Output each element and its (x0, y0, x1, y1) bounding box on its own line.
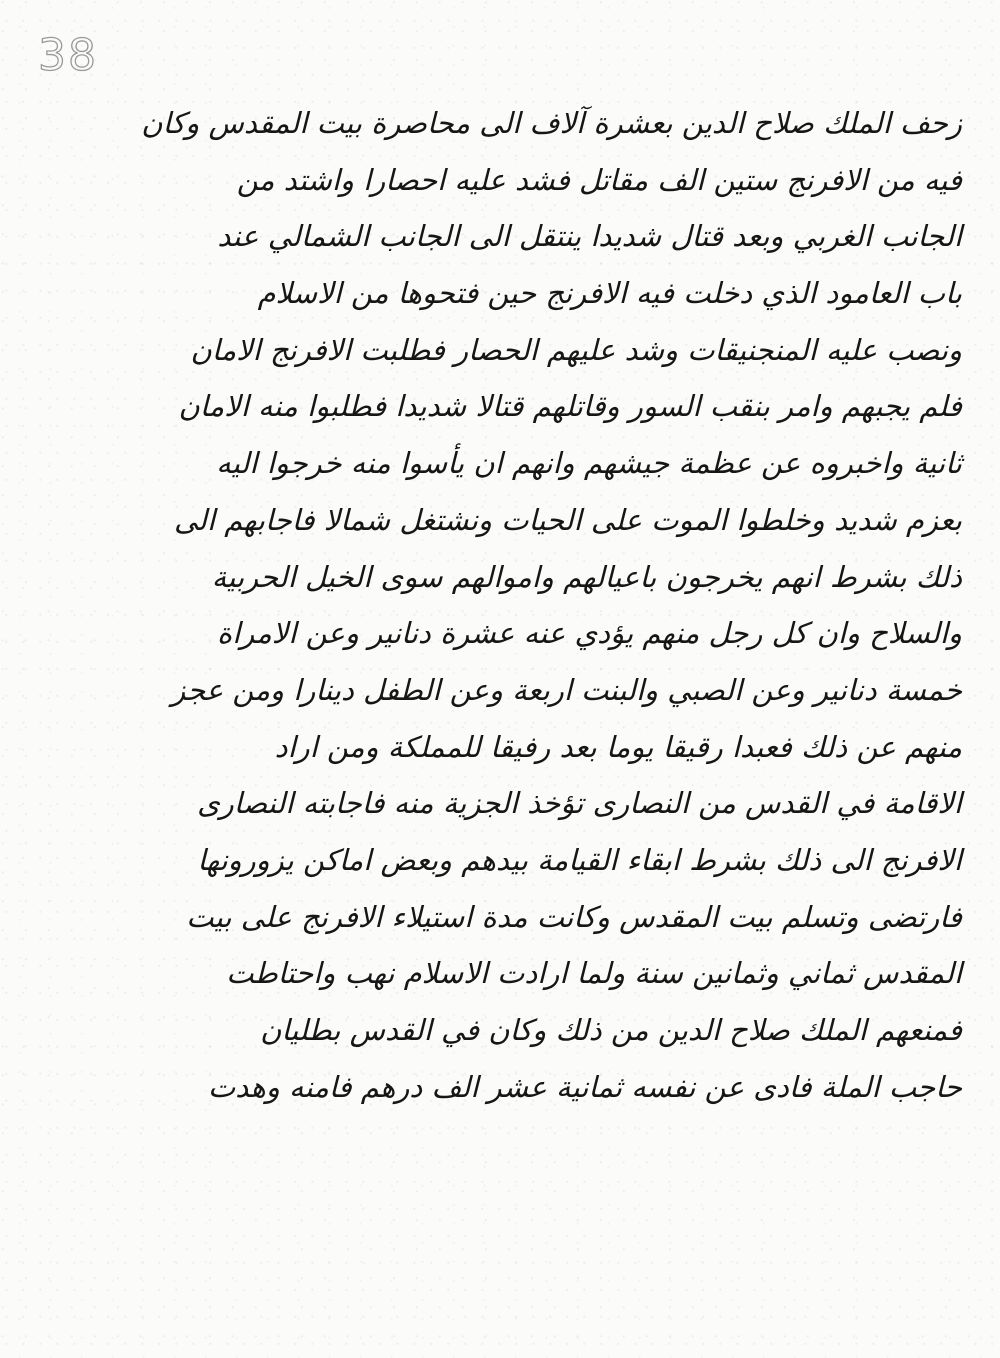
text-line: المقدس ثماني وثمانين سنة ولما ارادت الاسلام نهب واحتاطت (226, 956, 962, 991)
text-line: فارتضى وتسلم بيت المقدس وكانت مدة استيلاء الافرنج على بيت (186, 899, 962, 934)
text-line: حاجب الملة فادى عن نفسه ثمانية عشر الف درهم فامنه وهدت (208, 1069, 962, 1104)
text-line: خمسة دنانير وعن الصبي والبنت اربعة وعن الطفل دينارا ومن عجز (171, 672, 962, 707)
text-line: ثانية واخبروه عن عظمة جيشهم وانهم ان يأسوا منه خرجوا اليه (216, 446, 962, 481)
manuscript-text (141, 95, 962, 1195)
text-line: زحف الملك صلاح الدين بعشرة آلاف الى محاصرة بيت المقدس وكان (141, 106, 962, 140)
text-line: ذلك بشرط انهم يخرجون باعيالهم واموالهم سوى الخيل الحربية (211, 559, 962, 594)
text-line: والسلاح وان كل رجل منهم يؤدي عنه عشرة دنانير وعن الامراة (217, 616, 962, 651)
text-line: الجانب الغربي وبعد قتال شديدا ينتقل الى الجانب الشمالي عند (217, 219, 962, 254)
text-line: فلم يجبهم وامر بنقب السور وقاتلهم قتالا شديدا فطلبوا منه الامان (178, 389, 962, 424)
text-line: فيه من الافرنج ستين الف مقاتل فشد عليه احصارا واشتد من (236, 162, 962, 197)
text-line: منهم عن ذلك فعبدا رقيقا يوما بعد رفيقا للمملكة ومن اراد (274, 729, 962, 764)
text-line: فمنعهم الملك صلاح الدين من ذلك وكان في القدس بطليان (260, 1013, 962, 1047)
page-number: 38 (38, 30, 98, 81)
text-line: الاقامة في القدس من النصارى تؤخذ الجزية منه فاجابته النصارى (197, 786, 962, 821)
text-line: باب العامود الذي دخلت فيه الافرنج حين فتحوها من الاسلام (257, 276, 962, 311)
text-line: بعزم شديد وخلطوا الموت على الحيات ونشتغل شمالا فاجابهم الى (173, 502, 962, 537)
text-line: ونصب عليه المنجنيقات وشد عليهم الحصار فطلبت الافرنج الامان (190, 332, 962, 367)
text-line: الافرنج الى ذلك بشرط ابقاء القيامة بيدهم وبعض اماكن يزورونها (197, 842, 962, 877)
